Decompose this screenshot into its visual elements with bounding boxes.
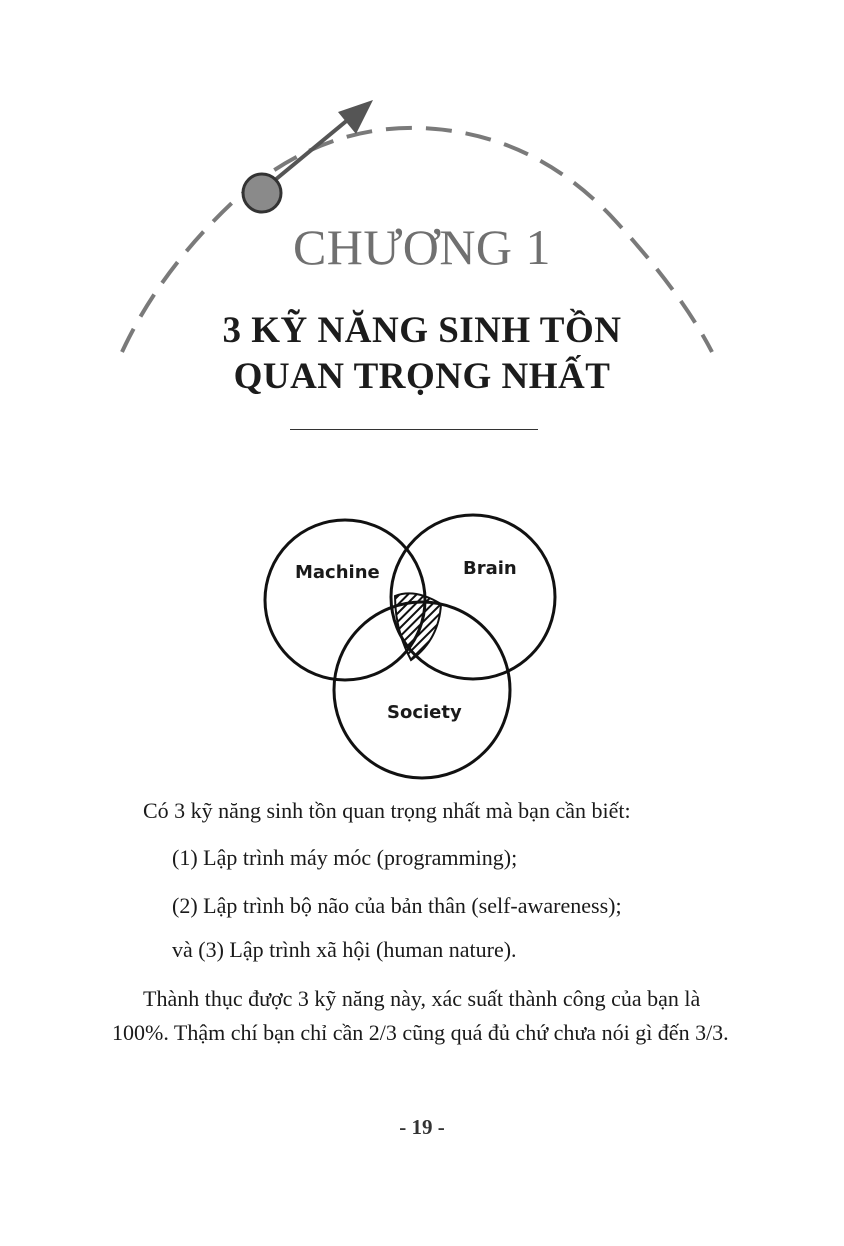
- conclusion-paragraph: Thành thục được 3 kỹ năng này, xác suất thành công của bạn là 100%. Thậm chí bạn chỉ cần 2/3 cũng quá đủ chứ chưa nói gì đến 3/3.: [112, 986, 729, 1045]
- chapter-title-line-1: 3 KỸ NĂNG SINH TỒN: [222, 310, 622, 351]
- list-item: và (3) Lập trình xã hội (human nature).: [172, 937, 517, 962]
- chapter-label: CHƯƠNG 1: [292, 219, 552, 275]
- title-divider: [290, 429, 538, 430]
- venn-label-society: Society: [387, 702, 462, 723]
- arrow-head-icon: [338, 100, 373, 134]
- chapter-title: [0, 308, 844, 400]
- venn-label-machine: Machine: [295, 562, 380, 583]
- venn-diagram: [255, 500, 575, 780]
- ball-icon: [243, 174, 281, 212]
- list-item: (2) Lập trình bộ não của bản thân (self-awareness);: [172, 893, 622, 918]
- arrow-shaft: [275, 118, 350, 180]
- venn-label-brain: Brain: [463, 558, 517, 579]
- chapter-title-line-2: QUAN TRỌNG NHẤT: [233, 356, 611, 397]
- page-number: - 19 -: [399, 1115, 445, 1139]
- intro-paragraph: Có 3 kỹ năng sinh tồn quan trọng nhất mà bạn cần biết:: [143, 798, 631, 823]
- venn-svg: [255, 500, 575, 780]
- list-item: (1) Lập trình máy móc (programming);: [172, 845, 518, 870]
